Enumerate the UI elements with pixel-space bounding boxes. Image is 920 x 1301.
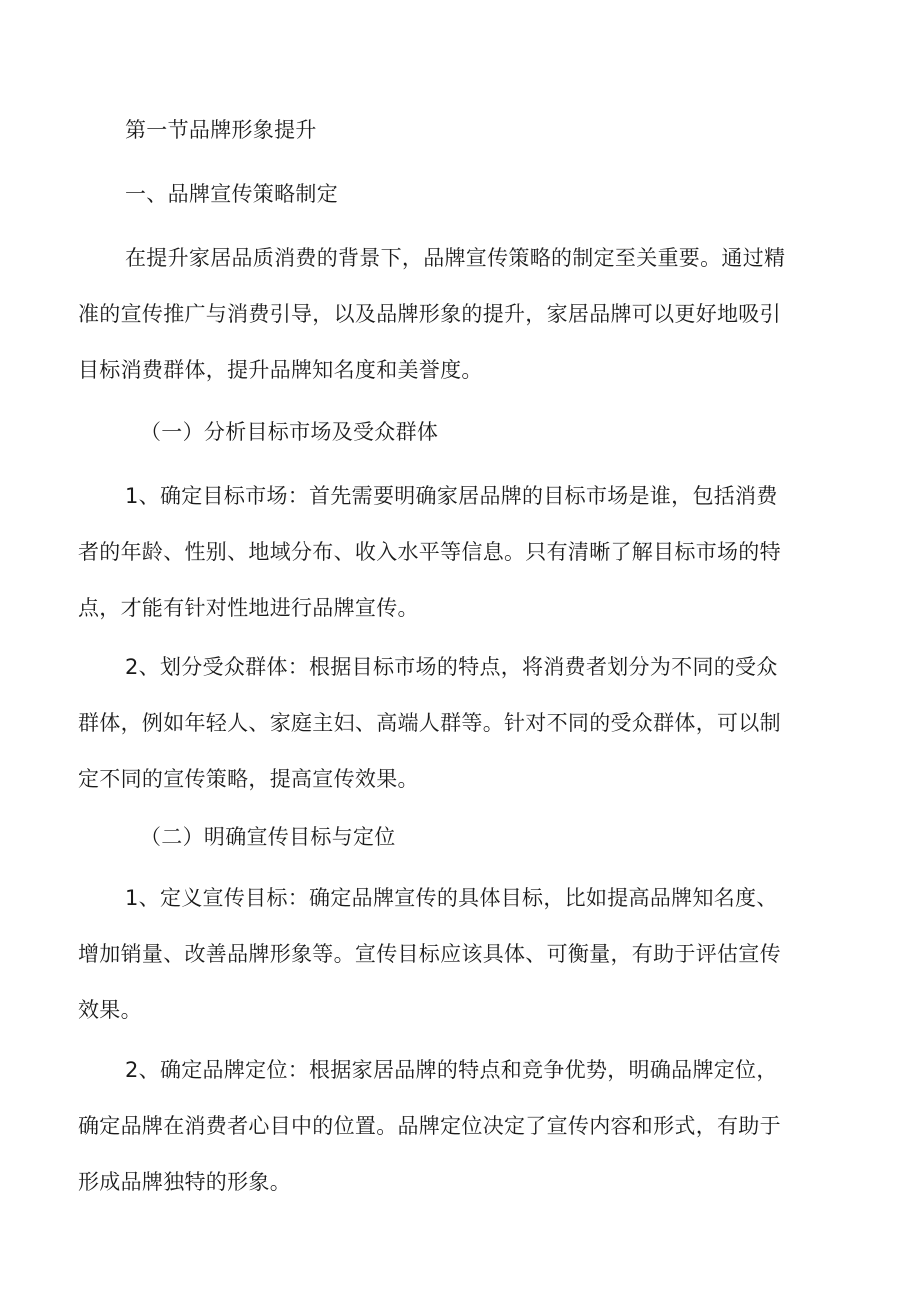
item-2-2-line-2: 确定品牌在消费者心目中的位置。品牌定位决定了宣传内容和形式，有助于 (78, 1114, 781, 1138)
intro-line-2: 准的宣传推广与消费引导，以及品牌形象的提升，家居品牌可以更好地吸引 (78, 302, 781, 326)
item-1-2-line-2: 群体，例如年轻人、家庭主妇、高端人群等。针对不同的受众群体，可以制 (78, 711, 781, 735)
section-title: 第一节品牌形象提升 (125, 118, 317, 142)
intro-line-1: 在提升家居品质消费的背景下，品牌宣传策略的制定至关重要。通过精 (125, 246, 786, 270)
item-1-1-line-1: 1、确定目标市场：首先需要明确家居品牌的目标市场是谁，包括消费 (125, 484, 778, 508)
item-2-1-line-2: 增加销量、改善品牌形象等。宣传目标应该具体、可衡量，有助于评估宣传 (78, 942, 781, 966)
item-1-2-line-3: 定不同的宣传策略，提高宣传效果。 (78, 767, 419, 791)
item-1-1-line-3: 点，才能有针对性地进行品牌宣传。 (78, 596, 419, 620)
item-2-2-line-1: 2、确定品牌定位：根据家居品牌的特点和竞争优势，明确品牌定位， (125, 1058, 778, 1082)
item-2-2-line-3: 形成品牌独特的形象。 (78, 1170, 291, 1194)
item-1-2-line-1: 2、划分受众群体：根据目标市场的特点，将消费者划分为不同的受众 (125, 655, 778, 679)
sub-heading-target-market: （一）分析目标市场及受众群体 (140, 420, 439, 444)
item-1-1-line-2: 者的年龄、性别、地域分布、收入水平等信息。只有清晰了解目标市场的特 (78, 540, 781, 564)
intro-line-3: 目标消费群体，提升品牌知名度和美誉度。 (78, 358, 483, 382)
heading-brand-strategy: 一、品牌宣传策略制定 (125, 182, 338, 206)
sub-heading-goals-positioning: （二）明确宣传目标与定位 (140, 825, 396, 849)
item-2-1-line-1: 1、定义宣传目标：确定品牌宣传的具体目标，比如提高品牌知名度、 (125, 886, 778, 910)
item-2-1-line-3: 效果。 (78, 998, 142, 1022)
